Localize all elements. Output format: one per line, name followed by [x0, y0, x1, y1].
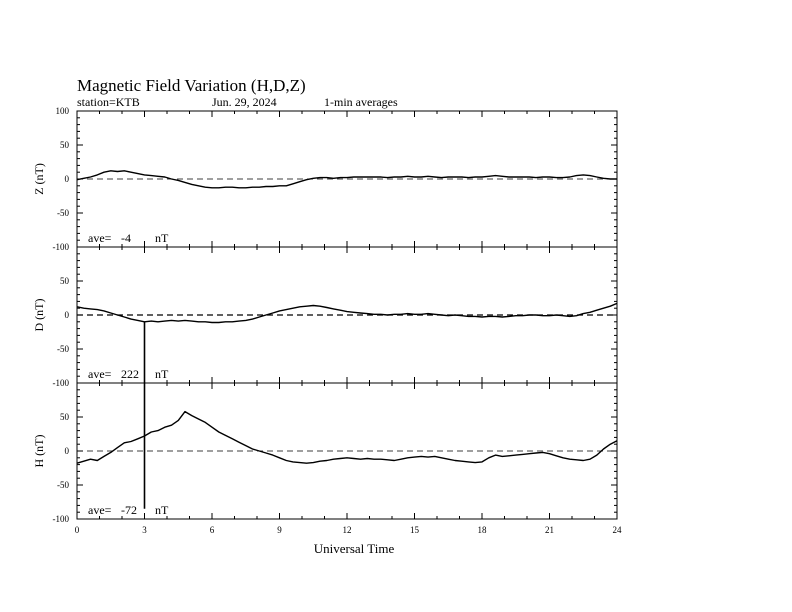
series-line-1: [77, 303, 617, 322]
y-tick-label: 50: [60, 412, 69, 422]
ave-value-0: -4: [121, 231, 131, 245]
ave-label-0: ave=: [88, 231, 112, 245]
x-tick-label: 9: [277, 525, 282, 535]
y-tick-label: -50: [57, 208, 69, 218]
averaging-label: 1-min averages: [324, 95, 398, 109]
x-tick-label: 3: [142, 525, 147, 535]
y-tick-label: 0: [64, 174, 69, 184]
ave-unit-2: nT: [155, 503, 169, 517]
y-tick-label: 0: [64, 310, 69, 320]
x-tick-label: 12: [342, 525, 352, 535]
y-tick-label: 0: [64, 446, 69, 456]
y-tick-label: 50: [60, 276, 69, 286]
y-tick-label: -100: [52, 378, 69, 388]
chart-title: Magnetic Field Variation (H,D,Z): [77, 76, 306, 95]
y-tick-label: -50: [57, 344, 69, 354]
x-axis: [75, 525, 622, 535]
x-tick-label: 21: [545, 525, 554, 535]
ave-unit-0: nT: [155, 231, 169, 245]
ave-label-2: ave=: [88, 503, 112, 517]
panel-0: [32, 106, 617, 252]
panel-2: [32, 383, 617, 524]
panels-group: [32, 106, 617, 524]
station-label: station=KTB: [77, 95, 140, 109]
date-label: Jun. 29, 2024: [212, 95, 277, 109]
x-tick-label: 24: [612, 525, 622, 535]
y-axis-label-0: Z (nT): [32, 163, 46, 195]
panel-1: [32, 247, 617, 388]
x-axis-label: Universal Time: [313, 541, 395, 556]
x-tick-label: 15: [410, 525, 419, 535]
y-tick-label: -100: [52, 514, 69, 524]
ave-value-2: -72: [121, 503, 137, 517]
ave-unit-1: nT: [155, 367, 169, 381]
y-axis-label-1: D (nT): [32, 298, 46, 332]
x-tick-label: 18: [477, 525, 487, 535]
ave-value-1: 222: [121, 367, 139, 381]
y-tick-label: 100: [55, 106, 69, 116]
x-tick-label: 6: [209, 525, 215, 535]
y-tick-label: 50: [60, 140, 69, 150]
y-tick-label: -100: [52, 242, 69, 252]
y-tick-label: -50: [57, 480, 69, 490]
y-axis-label-2: H (nT): [32, 434, 46, 468]
series-line-2: [77, 412, 617, 464]
ave-label-1: ave=: [88, 367, 112, 381]
x-tick-label: 0: [74, 525, 80, 535]
